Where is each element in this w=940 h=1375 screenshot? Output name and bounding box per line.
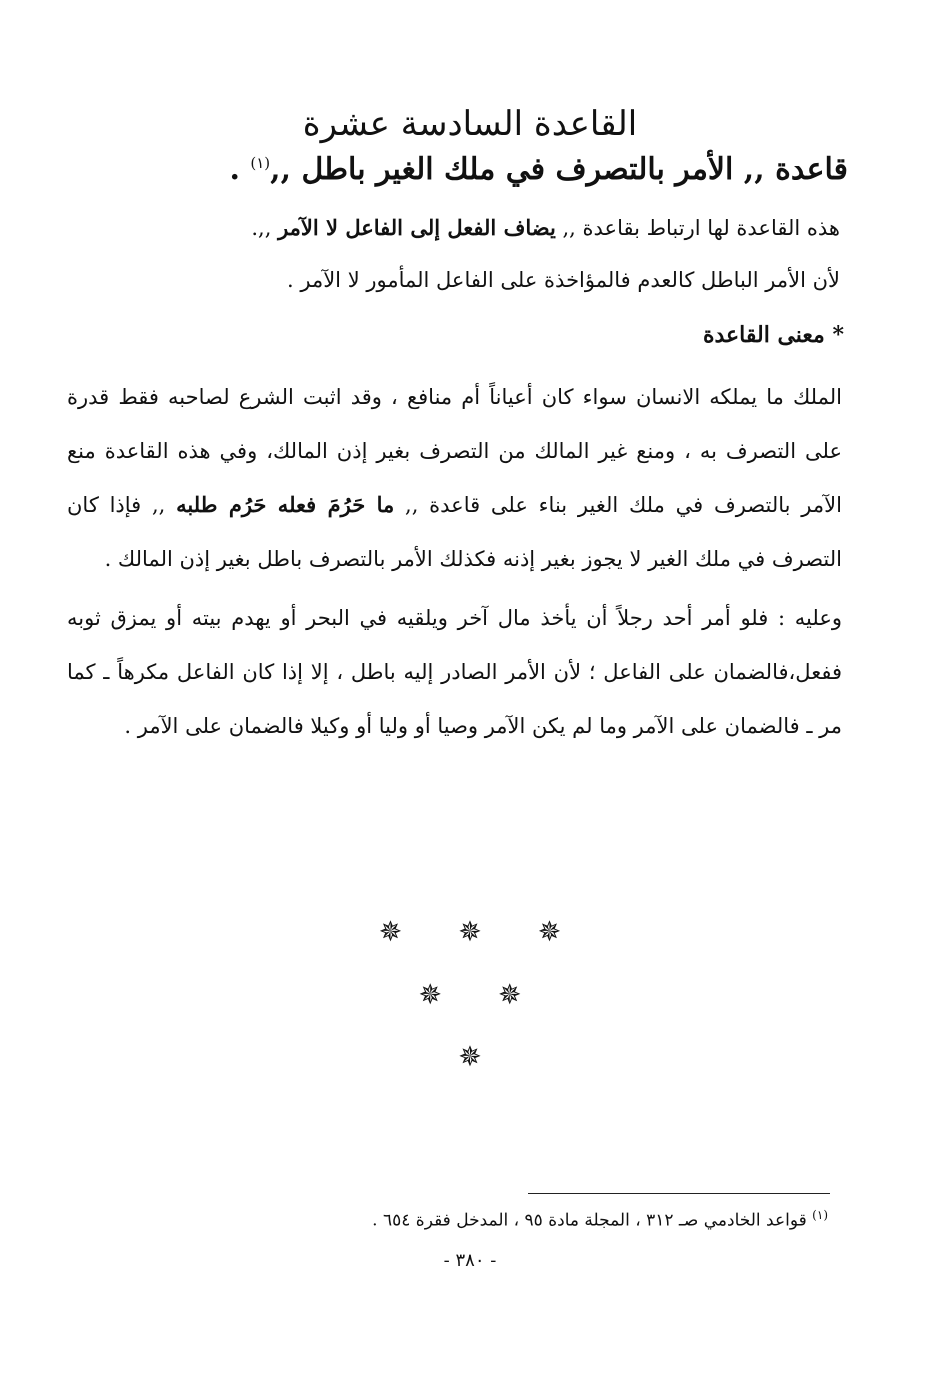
star-ornament-icon: ✵ [498, 978, 522, 1011]
star-ornament-icon: ✵ [458, 915, 482, 948]
paragraph-consequence: وعليه : فلو أمر أحد رجلاً أن يأخذ مال آخر ويلقيه في البحر أو يهدم بيته أو يمزق ثوبه ففعل،فالضمان على الفاعل ؛ لأن الأمر الصادر إليه باطل ، إلا إذا كان الفاعل مكرهاً ـ كما مر ـ فالضمان على الآمر وما لم يكن الآمر وصيا أو وليا أو وكيلا فالضمان على الآمر . [67, 606, 842, 738]
rule-heading [88, 152, 848, 187]
star-ornament-icon: ✵ [537, 915, 562, 948]
ornament-row-1 [0, 915, 940, 948]
section-heading: * معنى القاعدة [702, 322, 844, 348]
page-number: - ٣٨٠ - [443, 1250, 497, 1271]
star-ornament-icon: ✵ [378, 915, 403, 948]
intro-line-2: لأن الأمر الباطل كالعدم فالمؤاخذة على الفاعل المأمور لا الآمر . [287, 268, 840, 292]
star-ornament-icon: ✵ [458, 1040, 482, 1073]
paragraph-meaning-bold: ما حَرُمَ فعله حَرُم طلبه [176, 492, 395, 517]
chapter-title: القاعدة السادسة عشرة [302, 104, 638, 144]
ornament-row-2 [0, 978, 940, 1011]
paragraph-meaning-part1: الملك ما يملكه الانسان سواء كان أعياناً أم منافع ، وقد اثبت الشرع لصاحبه فقط قدرة على التصرف به ، ومنع غير المالك من التصرف بغير إذن المالك، وفي هذه القاعدة منع الآمر بالتصرف في ملك الغير بناء على قاعدة ,, [67, 385, 842, 517]
footnote-text: قواعد الخادمي صـ ٣١٢ ، المجلة مادة ٩٥ ، المدخل فقرة ٦٥٤ . [372, 1210, 807, 1231]
rule-heading-end: . [229, 152, 240, 187]
intro-line-1-bold: يضاف الفعل إلى الفاعل لا الآمر [278, 215, 556, 240]
footnote [372, 1208, 828, 1231]
rule-heading-text: قاعدة ,, الأمر بالتصرف في ملك الغير باطل ,, [270, 152, 848, 187]
star-ornament-icon: ✵ [418, 978, 442, 1011]
footnote-reference: (١) [250, 154, 271, 172]
intro-line-1-start: هذه القاعدة لها ارتباط بقاعدة ,, [562, 216, 840, 240]
body-text [67, 370, 842, 753]
paragraph-meaning-part2: ,, فإذا كان التصرف في ملك الغير لا يجوز بغير إذنه فكذلك الأمر بالتصرف باطل بغير إذن المالك . [67, 493, 842, 571]
footnote-divider [528, 1193, 830, 1194]
ornament-row-3 [0, 1040, 940, 1073]
intro-line-1-end: ,,. [251, 216, 272, 240]
footnote-marker: (١) [812, 1208, 828, 1222]
paragraph-meaning [67, 370, 842, 586]
intro-line-1 [100, 215, 840, 240]
